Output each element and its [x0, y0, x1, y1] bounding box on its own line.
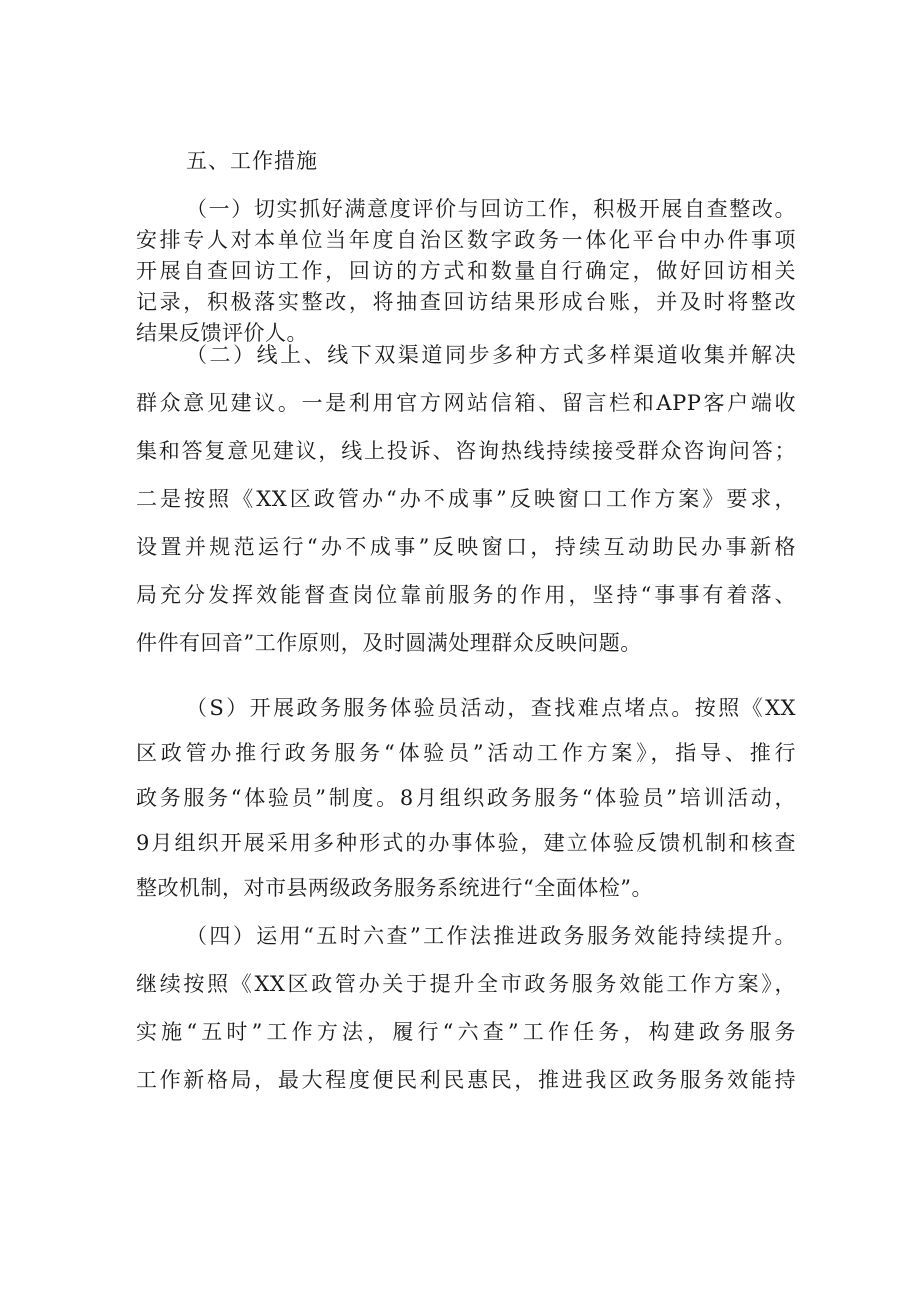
paragraph-line: 二是按照《XX区政管办“办不成事”反映窗口工作方案》要求，	[136, 487, 796, 511]
paragraph-line: 安排专人对本单位当年度自治区数字政务一体化平台中办件事项	[136, 228, 796, 252]
paragraph-2	[136, 331, 796, 667]
paragraph-line: （二）线上、线下双渠道同步多种方式多样渠道收集并解决	[186, 343, 796, 367]
paragraph-4	[136, 912, 796, 1104]
paragraph-line: 政务服务“体验员”制度。8月组织政务服务“体验员”培训活动，	[136, 786, 796, 810]
paragraph-line: 设置并规范运行“办不成事”反映窗口，持续互动助民办事新格	[136, 535, 796, 559]
paragraph-3	[136, 686, 796, 911]
paragraph-line: （四）运用“五时六查”工作法推进政务服务效能持续提升。	[186, 924, 796, 948]
paragraph-line: 整改机制，对市县两级政务服务系统进行“全面体检”。	[136, 876, 653, 900]
paragraph-line: 记录，积极落实整改，将抽查回访结果形成台账，并及时将整改	[136, 290, 796, 314]
paragraph-line: 结果反馈评价人。	[136, 321, 308, 345]
paragraph-line: （一）切实抓好满意度评价与回访工作，积极开展自查整改。	[186, 197, 796, 221]
paragraph-line: 继续按照《XX区政管办关于提升全市政务服务效能工作方案》，	[136, 972, 796, 996]
paragraph-line: 实施“五时”工作方法，履行“六查”工作任务，构建政务服务	[136, 1020, 796, 1044]
paragraph-line: 集和答复意见建议，线上投诉、咨询热线持续接受群众咨询问答；	[136, 439, 796, 463]
paragraph-line: 区政管办推行政务服务“体验员”活动工作方案》，指导、推行	[136, 741, 796, 765]
paragraph-line: 局充分发挥效能督查岗位靠前服务的作用，坚持“事事有着落、	[136, 583, 796, 607]
paragraph-line: 工作新格局，最大程度便民利民惠民，推进我区政务服务效能持	[136, 1068, 796, 1092]
paragraph-1	[136, 194, 796, 349]
paragraph-line: 件件有回音”工作原则，及时圆满处理群众反映问题。	[136, 631, 642, 655]
paragraph-line: 开展自查回访工作，回访的方式和数量自行确定，做好回访相关	[136, 259, 796, 283]
paragraph-line: 9月组织开展采用多种形式的办事体验，建立体验反馈机制和核查	[136, 831, 796, 855]
section-heading: 五、工作措施	[186, 149, 318, 173]
paragraph-line: 群众意见建议。一是利用官方网站信箱、留言栏和APP客户端收	[136, 391, 796, 415]
paragraph-line: （S）开展政务服务体验员活动，查找难点堵点。按照《XX	[186, 696, 796, 720]
